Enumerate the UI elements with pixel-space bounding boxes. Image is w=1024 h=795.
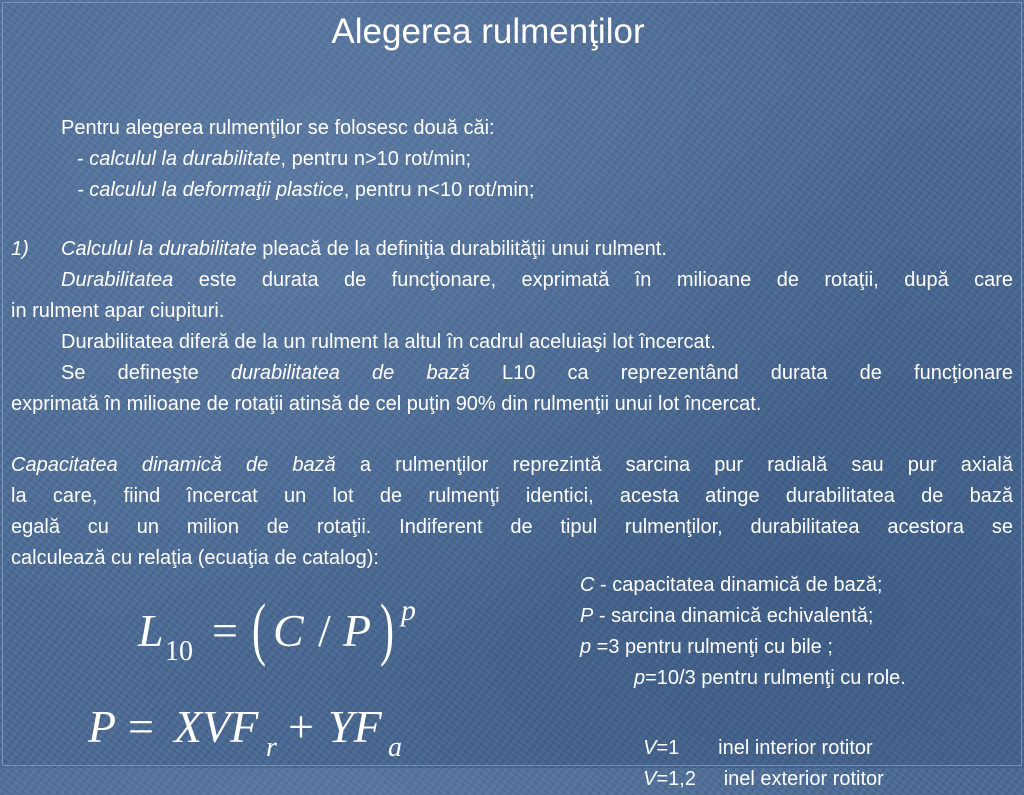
- formula-l: L: [138, 605, 164, 656]
- intro-text: Pentru alegerea rulmenţilor se folosesc două căi:: [61, 117, 495, 139]
- formula2-xvf: XVF: [174, 701, 259, 752]
- legend-item: V=1 inel interior rotitor: [643, 737, 873, 759]
- formula-l10: [138, 591, 428, 678]
- way-item: [77, 175, 534, 206]
- formula2-plus: +: [288, 701, 314, 752]
- formula-slash: /: [318, 605, 331, 656]
- formula-c: C: [273, 605, 304, 656]
- legend-item: p =3 pentru rulmenţi cu bile ;: [580, 636, 833, 658]
- legend-item: V=1,2 inel exterior rotitor: [643, 768, 884, 790]
- legend-item: p=10/3 pentru rulmenţi cu role.: [634, 667, 906, 689]
- capacity-italic: Capacitatea dinamică de bază: [11, 454, 336, 476]
- way-rest: , pentru n<10 rot/min;: [343, 179, 535, 201]
- formula-eq: =: [212, 605, 238, 656]
- section-heading: [61, 234, 667, 265]
- way-italic: calculul la deformaţii plastice: [89, 179, 344, 201]
- legend-item: P - sarcina dinamică echivalentă;: [580, 605, 874, 627]
- legend-item: C - capacitatea dinamică de bază;: [580, 574, 883, 596]
- durab-italic: Durabilitatea: [61, 269, 174, 291]
- way-rest: , pentru n>10 rot/min;: [280, 148, 472, 170]
- formula2-p: P: [88, 701, 117, 752]
- formula-p: [88, 698, 418, 764]
- formula2-yf: YF: [328, 701, 382, 752]
- defines-italic: durabilitatea de bază: [230, 362, 470, 384]
- capacity-line1: [11, 450, 1013, 481]
- way-dash: -: [77, 179, 90, 201]
- formula-exp-p: p: [401, 594, 416, 627]
- formula-sub-10: 10: [165, 636, 193, 667]
- capacity-line2: la care, fiind încercat un lot de rulmenţi identici, acesta atinge durabilitatea de bază: [11, 485, 1013, 507]
- defines-rest: L10 ca reprezentând durata de funcţionare: [469, 362, 1013, 384]
- capacity-rest: a rulmenţilor reprezintă sarcina pur radială sau pur axială: [335, 454, 1013, 476]
- formula2-sub-a: a: [388, 732, 402, 763]
- capacity-line4: calculează cu relaţia (ecuaţia de catalog):: [11, 547, 379, 569]
- section-heading-italic: Calculul la durabilitate: [61, 238, 257, 260]
- section-number: 1): [11, 238, 29, 260]
- durab-line2: in rulment apar ciupituri.: [11, 300, 225, 322]
- way-dash: -: [77, 148, 90, 170]
- defines-line1: [11, 358, 1013, 389]
- way-italic: calculul la durabilitate: [89, 148, 281, 170]
- durab-line1: [11, 265, 1013, 296]
- capacity-line3: egală cu un milion de rotaţii. Indiferent de tipul rulmenţilor, durabilitatea acestora se: [11, 516, 1013, 538]
- slide-title: Alegerea rulmenţilor: [331, 12, 645, 51]
- way-item: [77, 144, 471, 175]
- defines-pre: Se defineşte: [61, 362, 231, 384]
- differs-text: Durabilitatea diferă de la un rulment la altul în cadrul aceluiaşi lot încercat.: [61, 331, 716, 353]
- formula2-eq: =: [128, 701, 154, 752]
- formula-lparen: (: [252, 591, 266, 668]
- formula-rparen: ): [380, 591, 394, 668]
- defines-line2: exprimată în milioane de rotaţii atinsă de cel puţin 90% din rulmenţii unui lot încercat.: [11, 393, 762, 415]
- formula2-sub-r: r: [266, 732, 277, 763]
- formula-p: P: [343, 605, 372, 656]
- section-heading-rest: pleacă de la definiţia durabilităţii unui rulment.: [256, 238, 667, 260]
- durab-rest: este durata de funcţionare, exprimată în milioane de rotaţii, după care: [173, 269, 1013, 291]
